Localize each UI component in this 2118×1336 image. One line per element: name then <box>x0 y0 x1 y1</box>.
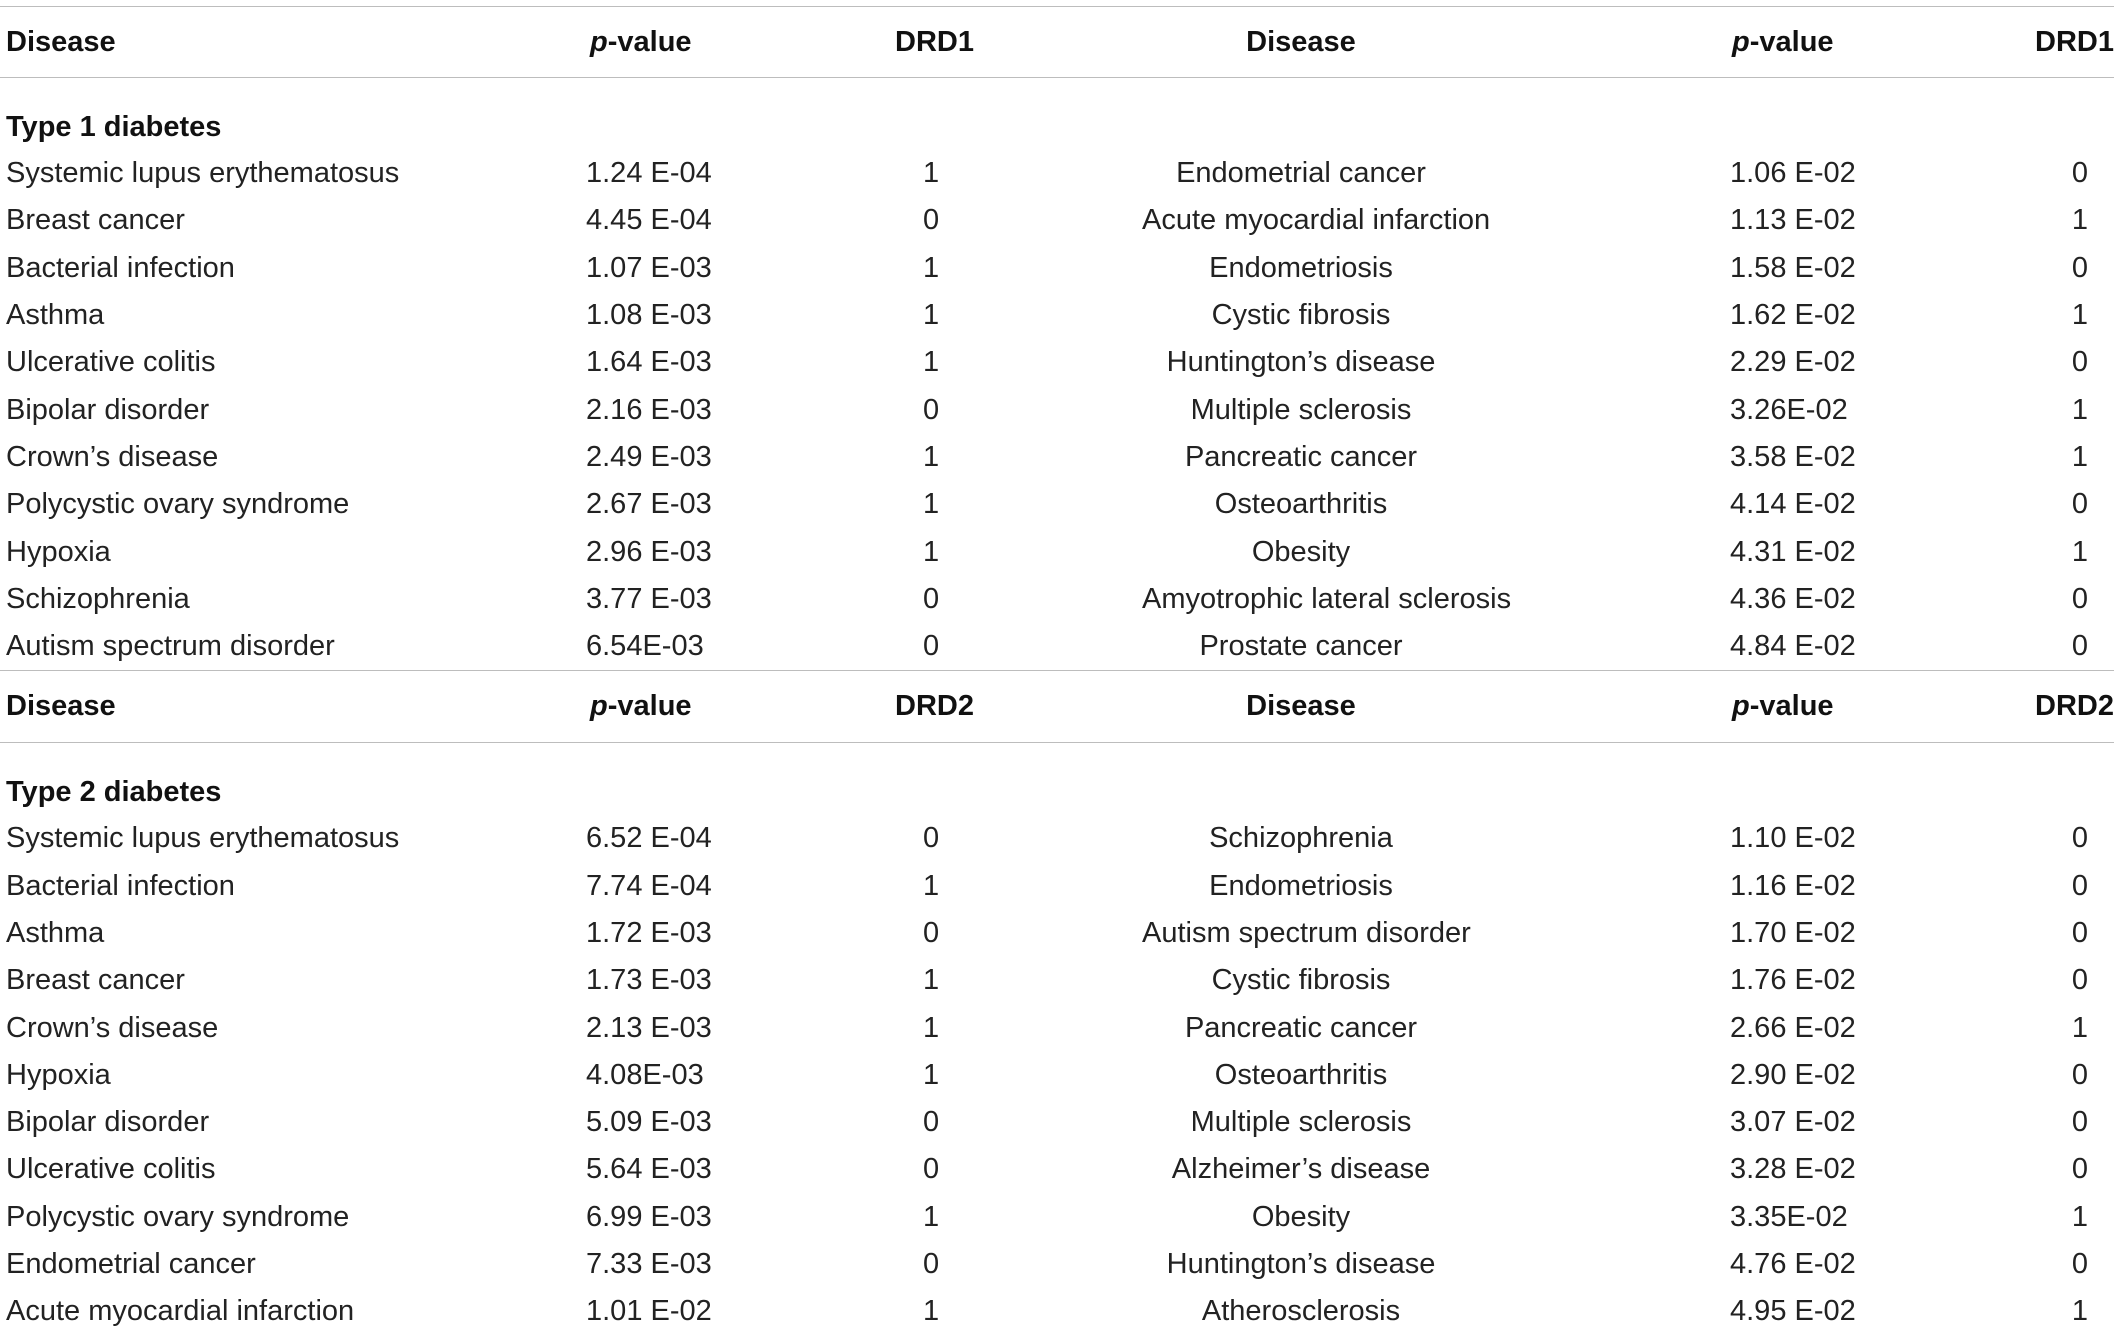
gene-cell: 1 <box>923 869 940 902</box>
table-row <box>0 1194 2114 1241</box>
table-row <box>0 1052 2114 1099</box>
gene-cell: 1 <box>2071 204 2088 237</box>
p-italic: p <box>590 690 608 723</box>
p-value-cell: 6.52 E-04 <box>586 822 712 855</box>
disease-cell: Cystic fibrosis <box>1211 299 1391 332</box>
p-value-cell: 3.58 E-02 <box>1730 440 1856 473</box>
p-value-cell: 4.08E-03 <box>586 1058 704 1091</box>
p-value-cell: 1.70 E-02 <box>1730 917 1856 949</box>
disease-cell: Pancreatic cancer <box>1184 440 1418 473</box>
gene-cell: 0 <box>2071 1153 2088 1186</box>
p-value-cell: 4.31 E-02 <box>1730 535 1856 568</box>
gene-cell: 1 <box>923 964 940 997</box>
column-header-disease: Disease <box>0 671 516 743</box>
disease-cell: Asthma <box>6 917 105 949</box>
disease-cell: Schizophrenia <box>6 582 190 615</box>
p-value-cell: 1.24 E-04 <box>586 157 712 190</box>
table-row <box>0 481 2114 528</box>
disease-cell: Endometrial cancer <box>6 1248 256 1281</box>
gene-cell: 0 <box>2071 346 2088 379</box>
disease-cell: Systemic lupus erythematosus <box>6 157 400 190</box>
p-value-cell: 5.09 E-03 <box>586 1106 712 1139</box>
gene-cell: 0 <box>923 630 940 663</box>
gene-cell: 0 <box>2071 251 2088 284</box>
disease-cell: Obesity <box>1251 1200 1351 1233</box>
p-suffix: -value <box>1749 690 1834 723</box>
table-row <box>0 528 2114 575</box>
gene-cell: 0 <box>923 822 940 855</box>
column-header-gene: DRD2 <box>1894 671 2114 743</box>
p-value-cell: 7.33 E-03 <box>586 1248 712 1281</box>
disease-cell: Multiple sclerosis <box>1190 393 1412 426</box>
disease-cell: Bacterial infection <box>6 251 235 284</box>
column-header-disease: Disease <box>0 7 516 78</box>
p-value-cell: 6.99 E-03 <box>586 1200 712 1233</box>
column-header-p-value <box>1460 671 1894 743</box>
header-row <box>0 7 2114 78</box>
gene-cell: 0 <box>2071 630 2088 663</box>
disease-cell: Amyotrophic lateral sclerosis <box>1142 582 1512 615</box>
p-value-cell: 1.06 E-02 <box>1730 157 1856 190</box>
gene-cell: 1 <box>923 488 940 521</box>
gene-cell: 1 <box>2071 1200 2088 1233</box>
disease-cell: Acute myocardial infarction <box>6 1295 355 1328</box>
disease-cell: Ulcerative colitis <box>6 1153 216 1186</box>
p-value-cell: 2.13 E-03 <box>586 1011 712 1044</box>
gene-cell: 0 <box>923 917 940 949</box>
gene-cell: 1 <box>2071 299 2088 332</box>
table-row <box>0 1004 2114 1051</box>
disease-cell: Hypoxia <box>6 1058 111 1091</box>
gene-cell: 0 <box>2071 157 2088 190</box>
p-value-cell: 1.76 E-02 <box>1730 964 1856 997</box>
gene-cell: 1 <box>923 535 940 568</box>
gene-cell: 0 <box>2071 1058 2088 1091</box>
p-value-cell: 1.16 E-02 <box>1730 869 1856 902</box>
gene-cell: 0 <box>2071 1248 2088 1281</box>
disease-cell: Huntington’s disease <box>1166 346 1436 379</box>
p-value-cell: 3.07 E-02 <box>1730 1106 1856 1139</box>
table-row <box>0 815 2114 862</box>
disease-cell: Cystic fibrosis <box>1211 964 1391 997</box>
p-value-cell: 4.45 E-04 <box>586 204 712 237</box>
gene-cell: 1 <box>923 346 940 379</box>
table-row <box>0 292 2114 339</box>
p-value-cell: 4.95 E-02 <box>1730 1295 1856 1328</box>
p-value-cell: 1.01 E-02 <box>586 1295 712 1328</box>
disease-cell: Pancreatic cancer <box>1184 1011 1418 1044</box>
p-value-cell: 3.77 E-03 <box>586 582 712 615</box>
p-suffix: -value <box>1749 25 1834 58</box>
column-header-p-value <box>516 7 770 78</box>
disease-cell: Prostate cancer <box>1199 630 1403 663</box>
disease-cell: Endometriosis <box>1209 251 1393 284</box>
p-value-cell: 2.49 E-03 <box>586 440 712 473</box>
disease-cell: Huntington’s disease <box>1166 1248 1436 1281</box>
gene-cell: 1 <box>2071 535 2088 568</box>
p-value-cell: 2.96 E-03 <box>586 535 712 568</box>
p-value-cell: 3.28 E-02 <box>1730 1153 1856 1186</box>
p-value-cell: 2.67 E-03 <box>586 488 712 521</box>
table-row <box>0 863 2114 910</box>
p-value-cell: 2.66 E-02 <box>1730 1011 1856 1044</box>
p-italic: p <box>590 25 608 58</box>
disease-cell: Bacterial infection <box>6 869 235 902</box>
gene-cell: 1 <box>923 299 940 332</box>
disease-cell: Asthma <box>6 299 105 332</box>
p-value-cell: 2.29 E-02 <box>1730 346 1856 379</box>
disease-cell: Multiple sclerosis <box>1190 1106 1412 1139</box>
p-value-cell: 4.36 E-02 <box>1730 582 1856 615</box>
gene-cell: 1 <box>923 1200 940 1233</box>
gene-cell: 1 <box>2071 1011 2088 1044</box>
p-value-cell: 4.76 E-02 <box>1730 1248 1856 1281</box>
table-row <box>0 197 2114 244</box>
disease-cell: Acute myocardial infarction <box>1142 204 1491 237</box>
disease-cell: Schizophrenia <box>1209 822 1393 855</box>
disease-cell: Obesity <box>1251 535 1351 568</box>
p-suffix: -value <box>607 690 692 723</box>
disease-cell: Breast cancer <box>6 204 185 237</box>
gene-cell: 0 <box>2071 582 2088 615</box>
disease-cell: Bipolar disorder <box>6 393 210 426</box>
table-row <box>0 434 2114 481</box>
p-value-cell: 1.64 E-03 <box>586 346 712 379</box>
disease-cell: Crown’s disease <box>6 440 219 473</box>
disease-cell: Osteoarthritis <box>1214 488 1388 521</box>
column-header-p-value <box>1460 7 1894 78</box>
disease-cell: Ulcerative colitis <box>6 346 216 379</box>
p-italic: p <box>1732 25 1750 58</box>
p-value-cell: 2.90 E-02 <box>1730 1058 1856 1091</box>
p-value-cell: 1.73 E-03 <box>586 964 712 997</box>
disease-association-table <box>0 6 2114 1336</box>
gene-cell: 0 <box>2071 822 2088 855</box>
table-row <box>0 150 2114 197</box>
table-row <box>0 1099 2114 1146</box>
p-value-cell: 6.54E-03 <box>586 630 704 663</box>
gene-cell: 1 <box>923 251 940 284</box>
gene-cell: 1 <box>923 440 940 473</box>
disease-cell: Hypoxia <box>6 535 111 568</box>
p-value-cell: 1.62 E-02 <box>1730 299 1856 332</box>
disease-cell: Atherosclerosis <box>1201 1295 1401 1328</box>
column-header-gene: DRD1 <box>1894 7 2114 78</box>
disease-cell: Autism spectrum disorder <box>6 630 335 663</box>
p-value-cell: 5.64 E-03 <box>586 1153 712 1186</box>
column-header-gene: DRD2 <box>770 671 1102 743</box>
gene-cell: 0 <box>923 1106 940 1139</box>
table-row <box>0 1241 2114 1288</box>
p-value-cell: 1.13 E-02 <box>1730 204 1856 237</box>
p-value-cell: 3.35E-02 <box>1730 1200 1848 1233</box>
gene-cell: 0 <box>2071 1106 2088 1139</box>
gene-cell: 1 <box>923 157 940 190</box>
header-row <box>0 671 2114 743</box>
gene-cell: 0 <box>2071 917 2088 949</box>
p-value-cell: 3.26E-02 <box>1730 393 1848 426</box>
gene-cell: 0 <box>2071 869 2088 902</box>
column-header-p-value <box>516 671 770 743</box>
gene-cell: 1 <box>923 1295 940 1328</box>
table-row <box>0 339 2114 386</box>
table-row <box>0 1146 2114 1193</box>
disease-cell: Endometrial cancer <box>1176 157 1426 190</box>
p-italic: p <box>1732 690 1750 723</box>
disease-cell: Alzheimer’s disease <box>1171 1153 1431 1186</box>
column-header-gene: DRD1 <box>770 7 1102 78</box>
p-value-cell: 4.84 E-02 <box>1730 630 1856 663</box>
gene-cell: 1 <box>2071 1295 2088 1328</box>
gene-cell: 0 <box>2071 964 2088 997</box>
disease-cell: Crown’s disease <box>6 1011 219 1044</box>
table-row <box>0 957 2114 1004</box>
p-value-cell: 1.10 E-02 <box>1730 822 1856 855</box>
disease-cell: Polycystic ovary syndrome <box>6 488 350 521</box>
table-row <box>0 1288 2114 1335</box>
p-value-cell: 2.16 E-03 <box>586 393 712 426</box>
disease-cell: Systemic lupus erythematosus <box>6 822 400 855</box>
group-row <box>0 743 2114 816</box>
gene-cell: 0 <box>923 1248 940 1281</box>
gene-cell: 1 <box>2071 393 2088 426</box>
disease-cell: Breast cancer <box>6 964 185 997</box>
gene-cell: 0 <box>923 204 940 237</box>
disease-cell: Bipolar disorder <box>6 1106 210 1139</box>
gene-cell: 0 <box>923 1153 940 1186</box>
gene-cell: 1 <box>923 1058 940 1091</box>
table-row <box>0 576 2114 623</box>
table-row <box>0 910 2114 957</box>
disease-cell: Osteoarthritis <box>1214 1058 1388 1091</box>
disease-cell: Polycystic ovary syndrome <box>6 1200 350 1233</box>
gene-cell: 0 <box>923 393 940 426</box>
column-header-disease: Disease <box>1102 671 1460 743</box>
gene-cell: 1 <box>923 1011 940 1044</box>
group-label: Type 1 diabetes <box>6 111 222 143</box>
gene-cell: 1 <box>2071 440 2088 473</box>
column-header-disease: Disease <box>1102 7 1460 78</box>
table-row <box>0 245 2114 292</box>
p-suffix: -value <box>607 25 692 58</box>
p-value-cell: 1.07 E-03 <box>586 251 712 284</box>
disease-cell: Autism spectrum disorder <box>1142 917 1471 949</box>
group-label: Type 2 diabetes <box>6 776 222 809</box>
table-row <box>0 623 2114 671</box>
p-value-cell: 4.14 E-02 <box>1730 488 1856 521</box>
gene-cell: 0 <box>923 582 940 615</box>
table-row <box>0 386 2114 433</box>
p-value-cell: 1.58 E-02 <box>1730 251 1856 284</box>
group-row <box>0 78 2114 151</box>
p-value-cell: 7.74 E-04 <box>586 869 712 902</box>
p-value-cell: 1.72 E-03 <box>586 917 712 949</box>
table-body <box>0 7 2114 1336</box>
disease-cell: Endometriosis <box>1209 869 1393 902</box>
p-value-cell: 1.08 E-03 <box>586 299 712 332</box>
gene-cell: 0 <box>2071 488 2088 521</box>
